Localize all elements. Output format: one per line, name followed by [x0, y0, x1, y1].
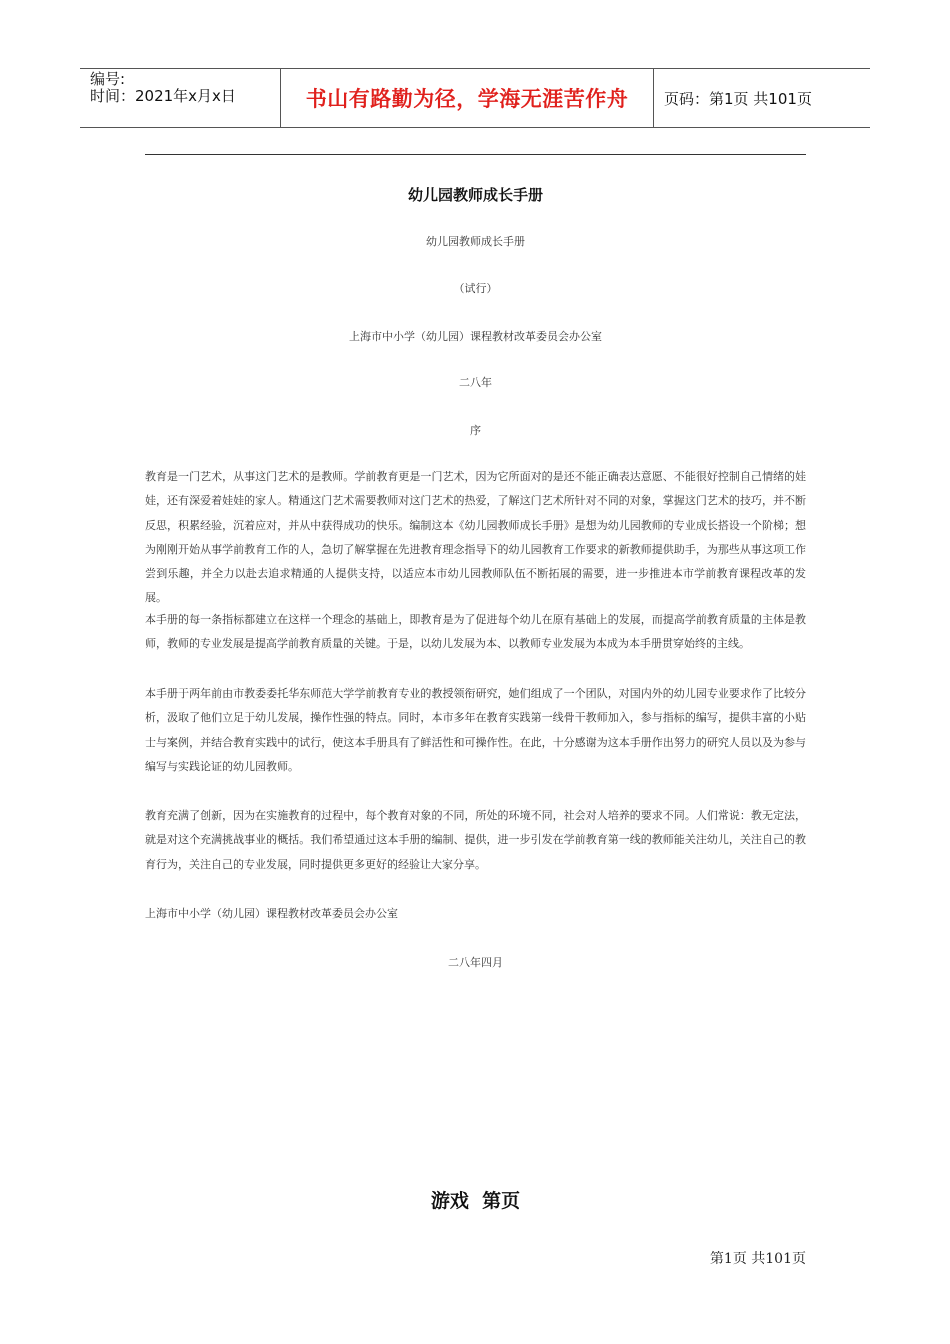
motto: 书山有路勤为径，学海无涯苦作舟 [281, 69, 654, 127]
trial-note: （试行） [453, 282, 498, 295]
document-date: 二八年四月 [448, 956, 503, 969]
publish-year: 二八年 [459, 376, 492, 389]
paragraph: 本手册于两年前由市教委委托华东师范大学学前教育专业的教授领衔研究，她们组成了一个团队，对国内外的幼儿园专业要求作了比较分析，汲取了他们立足于幼儿发展，操作性强的特点。同时，本市多年在教育实践第一线骨干教师加入，参与指标的编写，提供丰富的小贴士与案例，并结合教育实践中的试行，使这本手册具有了鲜活性和可操作性。在此，十分感谢为这本手册作出努力的研究人员以及为参与编写与实践论证的幼儿园教师。 [145, 687, 806, 773]
page-number: 第1页 共101页 [709, 1251, 806, 1267]
header-divider [145, 154, 806, 155]
document-title: 幼儿园教师成长手册 [407, 186, 543, 204]
document-header [80, 68, 870, 128]
footer-title: 游戏 第页 [430, 1190, 521, 1212]
paragraph: 教育是一门艺术，从事这门艺术的是教师。学前教育更是一门艺术，因为它所面对的是还不能正确表达意愿、不能很好控制自己情绪的娃娃，还有深爱着娃娃的家人。精通这门艺术需要教师对这门艺术的热爱，了解这门艺术所针对不同的对象，掌握这门艺术的技巧，并不断反思，积累经验，沉着应对，并从中获得成功的快乐。编制这本《幼儿园教师成长手册》是想为幼儿园教师的专业成长搭设一个阶梯；想为刚刚开始从事学前教育工作的人，急切了解掌握在先进教育理念指导下的幼儿园教育工作要求的新教师提供助手，为那些从事这项工作尝到乐趣，并全力以赴去追求精通的人提供支持，以适应本市幼儿园教师队伍不断拓展的需要，进一步推进本市学前教育课程改革的发展。 [145, 470, 806, 605]
issuer: 上海市中小学（幼儿园）课程教材改革委员会办公室 [349, 330, 602, 343]
preface-heading: 序 [470, 424, 481, 437]
paragraph: 教育充满了创新，因为在实施教育的过程中，每个教育对象的不同，所处的环境不同，社会对人培养的要求不同。人们常说：教无定法，就是对这个充满挑战事业的概括。我们希望通过这本手册的编制、提供，进一步引发在学前教育第一线的教师能关注幼儿，关注自己的教育行为，关注自己的专业发展，同时提供更多更好的经验让大家分享。 [145, 809, 806, 871]
document-subtitle: 幼儿园教师成长手册 [426, 235, 525, 248]
header-meta [80, 69, 281, 127]
signature: 上海市中小学（幼儿园）课程教材改革委员会办公室 [145, 907, 398, 920]
page-label: 页码：第1页 共101页 [664, 89, 812, 108]
paragraph: 本手册的每一条指标都建立在这样一个理念的基础上，即教育是为了促进每个幼儿在原有基础上的发展，而提高学前教育质量的主体是教师，教师的专业发展是提高学前教育质量的关键。于是，以幼儿发展为本、以教师专业发展为本成为本手册贯穿始终的主线。 [145, 613, 806, 651]
code-label: 编号: [90, 70, 126, 88]
date-label: 时间：2021年x月x日 [90, 87, 236, 105]
